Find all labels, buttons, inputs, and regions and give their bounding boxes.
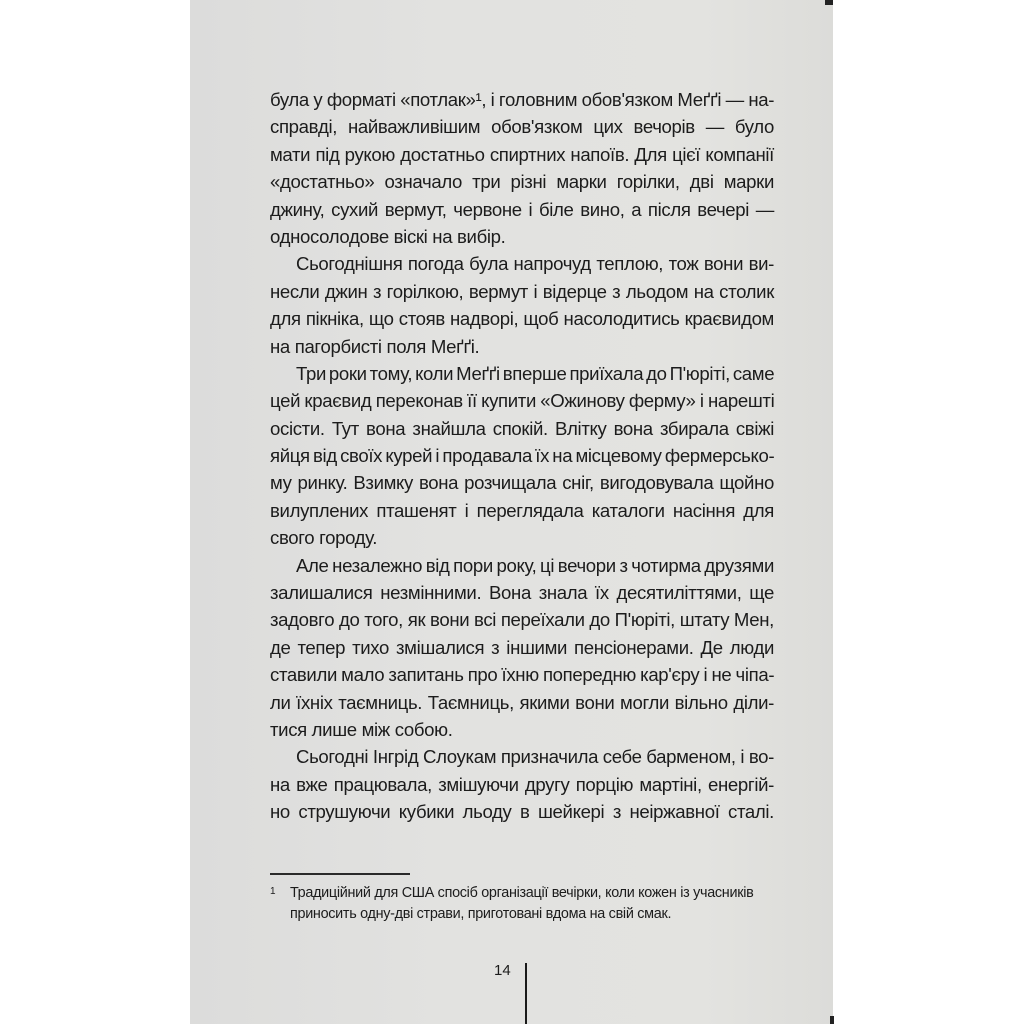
text-line: му ринку. Взимку вона розчищала сніг, вигодовувала щойно <box>270 472 774 494</box>
paragraph-5 <box>270 743 774 825</box>
page-number: 14 <box>494 962 511 979</box>
page-corner-mark <box>830 1016 834 1024</box>
text-line: цей краєвид переконав її купити «Ожинову ферму» і нарешті <box>270 390 775 412</box>
page-corner-mark <box>825 0 833 5</box>
text-line: задовго до того, як вони всі переїхали до П'юріті, штату Мен, <box>270 609 774 631</box>
footnote-number: 1 <box>270 886 276 897</box>
text-line: ставили мало запитань про їхню попередню кар'єру і не чіпа- <box>270 664 775 686</box>
footnote <box>270 883 790 925</box>
paragraph-3 <box>270 360 774 552</box>
footnote-text <box>290 883 790 925</box>
page-number-rule <box>525 963 527 1024</box>
text-line: тися лише між собою. <box>270 718 453 740</box>
text-line: осісти. Тут вона знайшла спокій. Влітку вона збирала свіжі <box>270 417 774 439</box>
text-line: Сьогодні Інгрід Слоукам призначила себе барменом, і во- <box>296 746 774 768</box>
text-line: но струшуючи кубики льоду в шейкері з неіржавної сталі. <box>270 801 774 823</box>
paragraph-2 <box>270 250 774 360</box>
text-line: ли їхніх таємниць. Таємниць, якими вони могли вільно діли- <box>270 691 774 713</box>
text-line: де тепер тихо змішалися з іншими пенсіонерами. Де люди <box>270 636 774 658</box>
text-line: мати під рукою достатньо спиртних напоїв. Для цієї компанії <box>270 143 774 165</box>
paragraph-1 <box>270 86 774 250</box>
text-line: несли джин з горілкою, вермут і відерце з льодом на столик <box>270 280 774 302</box>
footnote-line: приносить одну-дві страви, приготовані вдома на свій смак. <box>290 906 672 922</box>
body-text <box>270 86 774 826</box>
text-line: «достатньо» означало три різні марки горілки, дві марки <box>270 171 774 193</box>
text-line: джину, сухий вермут, червоне і біле вино, а після вечері — <box>270 198 774 220</box>
text-line: Три роки тому, коли Меґґі вперше приїхала до П'юріті, саме <box>296 362 775 384</box>
text-line: для пікніка, що стояв надворі, щоб насолодитись краєвидом <box>270 308 774 330</box>
text-line: свого городу. <box>270 527 378 549</box>
text-line: односолодове віскі на вибір. <box>270 225 506 247</box>
text-line: на вже працювала, змішуючи другу порцію мартіні, енергій- <box>270 773 774 795</box>
text-line: яйця від своїх курей і продавала їх на місцевому фермерсько- <box>270 445 775 467</box>
text-line: вилуплених пташенят і переглядала каталоги насіння для <box>270 499 774 521</box>
text-line: залишалися незмінними. Вона знала їх десятиліттями, ще <box>270 582 774 604</box>
text-line: Але незалежно від пори року, ці вечори з чотирма друзями <box>296 554 774 576</box>
text-line: справді, найважливішим обов'язком цих вечорів — було <box>270 116 774 138</box>
footnote-line: Традиційний для США спосіб організації вечірки, коли кожен із учасників <box>290 885 754 901</box>
paragraph-4 <box>270 552 774 744</box>
text-line: була у форматі «потлак»¹, і головним обов'язком Меґґі — на- <box>270 89 775 110</box>
footnote-divider <box>270 873 410 875</box>
text-line: Сьогоднішня погода була напрочуд теплою, тож вони ви- <box>296 253 774 275</box>
text-line: на пагорбисті поля Меґґі. <box>270 335 480 357</box>
